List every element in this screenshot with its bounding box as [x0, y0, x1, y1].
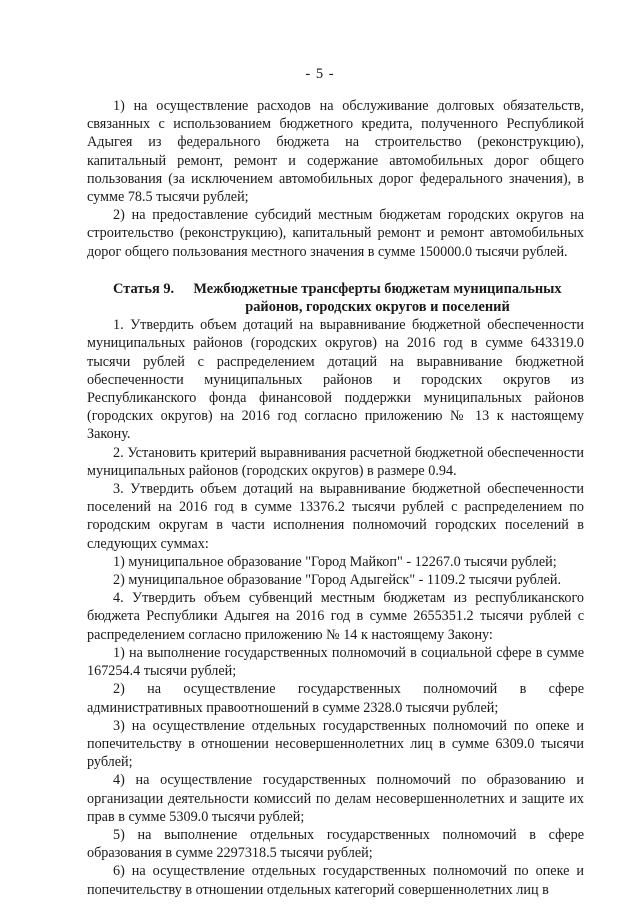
- paragraph: 2) на предоставление субсидий местным бюджетам городских округов на строительство (реконструкцию), капитальный ремонт и ремонт автомобильных дорог общего пользования местного значения в сумме 150000.0 тысячи рублей.: [87, 207, 584, 260]
- paragraph: 1) на осуществление расходов на обслуживание долговых обязательств, связанных с использованием бюджетного кредита, полученного Республикой Адыгея из федерального бюджета на строительство (реконструкцию), капитальный ремонт, ремонт и содержание автомобильных дорог общего пользования (за исключением автомобильных дорог федерального значения), в сумме 78.5 тысячи рублей;: [87, 98, 584, 206]
- paragraph: 3. Утвердить объем дотаций на выравнивание бюджетной обеспеченности поселений на 2016 год в сумме 13376.2 тысячи рублей с распределением по городским округам в части исполнения полномочий городских поселений в следующих суммах:: [87, 481, 584, 552]
- list-item: 6) на осуществление отдельных государственных полномочий по опеке и попечительству в отношении отдельных категорий совершеннолетних лиц в: [87, 863, 584, 898]
- article-number: Статья 9.: [113, 280, 175, 297]
- article-title: Межбюджетные трансферты бюджетам муниципальных районов, городских округов и поселений: [193, 280, 562, 316]
- list-item: 1) муниципальное образование "Город Майкоп" - 12267.0 тысячи рублей;: [113, 553, 557, 570]
- list-item: 2) муниципальное образование "Город Адыгейск" - 1109.2 тысячи рублей.: [113, 572, 561, 589]
- article-heading: [87, 280, 584, 316]
- list-item: 4) на осуществление государственных полномочий по образованию и организации деятельности комиссий по делам несовершеннолетних и защите их прав в сумме 5309.0 тысячи рублей;: [87, 772, 584, 825]
- list-item: 1) на выполнение государственных полномочий в социальной сфере в сумме 167254.4 тысячи рублей;: [87, 644, 584, 680]
- document-body: [87, 97, 584, 899]
- list-item: 5) на выполнение отдельных государственных полномочий в сфере образования в сумме 2297318.5 тысячи рублей;: [87, 826, 584, 862]
- list-item: 2) на осуществление государственных полномочий в сфере административных правоотношений в сумме 2328.0 тысячи рублей;: [87, 681, 584, 716]
- page-number: - 5 -: [305, 66, 335, 82]
- paragraph: 2. Установить критерий выравнивания расчетной бюджетной обеспеченности муниципальных районов (городских округов) в размере 0.94.: [87, 444, 584, 479]
- paragraph: 4. Утвердить объем субвенций местным бюджетам из республиканского бюджета Республики Адыгея на 2016 год в сумме 2655351.2 тысячи рублей с распределением согласно приложению № 14 к настоящему Закону:: [87, 590, 584, 643]
- section-gap: [87, 261, 584, 280]
- paragraph: 1. Утвердить объем дотаций на выравнивание бюджетной обеспеченности муниципальных районов (городских округов) на 2016 год в сумме 643319.0 тысячи рублей с распределением дотаций на выравнивание бюджетной обеспеченности муниципальных районов и городских округов из Республиканского фонда финансовой поддержки муниципальных районов (городских округов) на 2016 год согласно приложению № 13 к настоящему Закону.: [87, 317, 584, 443]
- list-item: 3) на осуществление отдельных государственных полномочий по опеке и попечительству в отношении несовершеннолетних лиц в сумме 6309.0 тысячи рублей;: [87, 717, 584, 771]
